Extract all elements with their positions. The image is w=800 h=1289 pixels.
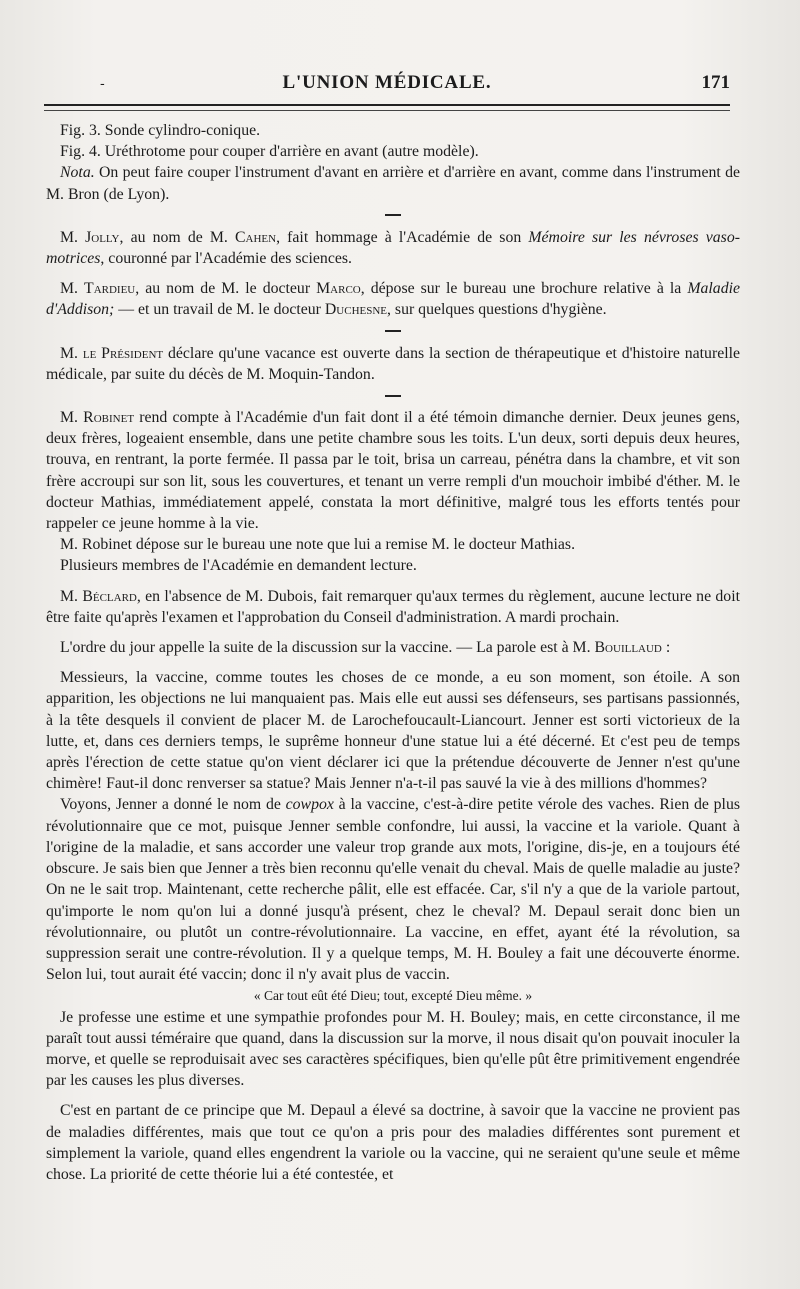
- paragraph-partant: [46, 1100, 740, 1185]
- text-run: M.: [60, 344, 83, 362]
- paragraph-fig3: [46, 120, 740, 141]
- paragraph-president: [46, 343, 740, 385]
- text-run: C'est en partant de ce principe que M. Depaul a élevé sa doctrine, à savoir que la vaccine ne provient pas de maladies différentes, mais que tout ce qu'on a pris pour des maladies différentes sont purement et simplement la variole, quand elles engendrent la variole ou la vaccine, qui ne seraient qu'une seule et même chose. La priorité de cette théorie lui a été contestée, et: [46, 1102, 740, 1183]
- text-run: :: [661, 639, 671, 657]
- paragraph-voyons: [46, 794, 740, 985]
- italic-text: Mémoire sur les névroses vaso-motrices: [46, 228, 740, 268]
- paragraph-beclard: [46, 586, 740, 628]
- text-run: déclare qu'une vacance est ouverte dans la section de thérapeutique et d'histoire naturelle médicale, par suite du décès de M. Moquin-Tandon.: [46, 344, 741, 383]
- header-dash: -: [100, 76, 105, 92]
- paragraph-robinet: [46, 407, 740, 534]
- text-run: M.: [60, 409, 84, 427]
- author-name: Béclard: [82, 587, 137, 605]
- paragraph-tardieu: [46, 278, 740, 320]
- paragraph-jolly: [46, 227, 740, 269]
- text-run: M. Robinet dépose sur le bureau une note que lui a remise M. le docteur Mathias.: [60, 536, 576, 554]
- paragraph-nota: [46, 162, 740, 204]
- quotation: [46, 985, 740, 1006]
- italic-text: Maladie d'Addison;: [46, 280, 741, 319]
- author-name: Cahen: [234, 228, 277, 246]
- text-run: L'ordre du jour appelle la suite de la discussion sur la vaccine. — La parole est à M.: [60, 639, 595, 657]
- text-run: Fig. 4. Uréthrotome pour couper d'arrière en avant (autre modèle).: [60, 143, 479, 161]
- italic-text: Nota.: [60, 164, 95, 182]
- author-name: Jolly: [85, 228, 120, 246]
- text-run: , couronné par l'Académie des sciences.: [100, 250, 352, 268]
- text-run: Voyons, Jenner a donné le nom de: [60, 796, 286, 814]
- author-name: Duchesne: [324, 301, 388, 319]
- text-run: Plusieurs membres de l'Académie en demandent lecture.: [60, 557, 417, 575]
- section-separator: [46, 323, 740, 339]
- paragraph-plusieurs: [46, 555, 740, 576]
- page-header: [44, 64, 730, 106]
- text-run: On peut faire couper l'instrument d'avant en arrière et d'arrière en avant, comme dans l'instrument de M. Bron (de Lyon).: [46, 164, 740, 203]
- text-run: M.: [60, 228, 86, 246]
- italic-text: cowpox: [285, 796, 334, 814]
- paragraph-robinet2: [46, 534, 740, 555]
- text-run: M.: [60, 280, 85, 298]
- section-separator: [46, 387, 740, 403]
- text-run: rend compte à l'Académie d'un fait dont il a été témoin dimanche dernier. Deux jeunes gens, deux frères, logeaient ensemble, dans une petite chambre sous les toits. L'un deux, sorti depuis deux heures, trouva, en rentrant, la porte fermée. Il passa par le toit, brisa un carreau, pénétra dans la chambre, et vit son frère accroupi sur son lit, sous les couvertures, et tenant un verre rempli d'un mouchoir imbibé d'éther. M. le docteur Mathias, immédiatement appelé, constata la mort définitive, malgré tous les efforts tentés pour rappeler ce jeune homme à la vie.: [46, 409, 740, 533]
- author-name: Tardieu: [84, 280, 136, 298]
- text-run: , au nom de M.: [119, 228, 235, 246]
- text-run: , sur quelques questions d'hygiène.: [387, 301, 607, 319]
- paragraph-professe: [46, 1007, 740, 1092]
- text-run: « Car tout eût été Dieu; tout, excepté Dieu même. »: [253, 988, 533, 1004]
- running-title: L'UNION MÉDICALE.: [282, 72, 492, 93]
- paragraph-fig4: [46, 141, 740, 162]
- paragraph-ordre: [46, 637, 740, 658]
- section-separator: [46, 207, 740, 223]
- author-name: Robinet: [83, 409, 135, 427]
- text-run: Je professe une estime et une sympathie profondes pour M. H. Bouley; mais, en cette circonstance, il me paraît tout aussi téméraire que quand, dans la discussion sur la morve, il nous disait qu'on pouvait inoculer la morve, et quelle se reproduisait avec ses caractères spécifiques, bien qu'elle pût être primitivement engendrée par les causes les plus diverses.: [46, 1008, 740, 1090]
- text-run: à la vaccine, c'est-à-dire petite vérole des vaches. Rien de plus révolutionnaire que ce mot, puisque Jenner semble confondre, lui aussi, la vaccine et la variole. Quant à l'origine de la maladie, et sans accorder une valeur trop grande aux mots, l'origine, dis-je, en a toujours été obscure. Je sais bien que Jenner a très bien reconnu qu'elle venait du cheval. Mais de quelle maladie au juste? On ne le sait trop. Maintenant, cette recherche pâlit, elle est effacée. Car, s'il n'y a que de la variole partout, qu'importe le nom qu'on lui a donné jusqu'à présent, chez le cheval? M. Depaul serait donc bien un révolutionnaire, ou plutôt un contre-révolutionnaire. La vaccine, en effet, ayant été la révolution, sa suppression serait une contre-révolution. Il y a quelque temps, M. H. Bouley a fait une découverte énorme. Selon lui, tout aurait été vaccin; donc il n'y avait plus de vaccin.: [46, 796, 740, 984]
- text-run: Fig. 3. Sonde cylindro-conique.: [60, 122, 261, 139]
- paragraph-messieurs: [46, 667, 740, 794]
- author-name: Marco: [316, 280, 361, 298]
- text-run: Messieurs, la vaccine, comme toutes les choses de ce monde, a eu son moment, son étoile. A son apparition, les objections ne lui manquaient pas. Mais elle eut aussi ses défenseurs, ses partisans passionnés, à la tête desquels il convient de placer M. de Larochefoucault-Liancourt. Jenner est sorti victorieux de la lutte, et, dans ces derniers temps, le suprême honneur d'une statue lui a été décerné. Et c'est peu de temps après l'érection de cette statue qu'on vient déclarer ici que la prétendue découverte de Jenner n'est qu'une chimère! Faut-il donc renverser sa statue? Mais Jenner n'a-t-il pas sauvé la vie à des millions d'hommes?: [46, 669, 740, 793]
- header-rule: [44, 110, 730, 111]
- text-run: , au nom de M. le docteur: [135, 280, 317, 298]
- text-run: , en l'absence de M. Dubois, fait remarquer qu'aux termes du règlement, aucune lecture ne doit être faite qu'après l'examen et l'approbation du Conseil d'administration. A mardi prochain.: [46, 587, 740, 626]
- text-run: , dépose sur le bureau une brochure relative à la: [360, 280, 688, 298]
- text-run: — et un travail de M. le docteur: [114, 301, 325, 319]
- page-number: 171: [701, 72, 730, 93]
- article-body: [46, 120, 740, 1185]
- author-name: le Président: [82, 344, 164, 362]
- text-run: M.: [60, 587, 83, 605]
- author-name: Bouillaud: [594, 639, 662, 657]
- text-run: , fait hommage à l'Académie de son: [276, 228, 529, 246]
